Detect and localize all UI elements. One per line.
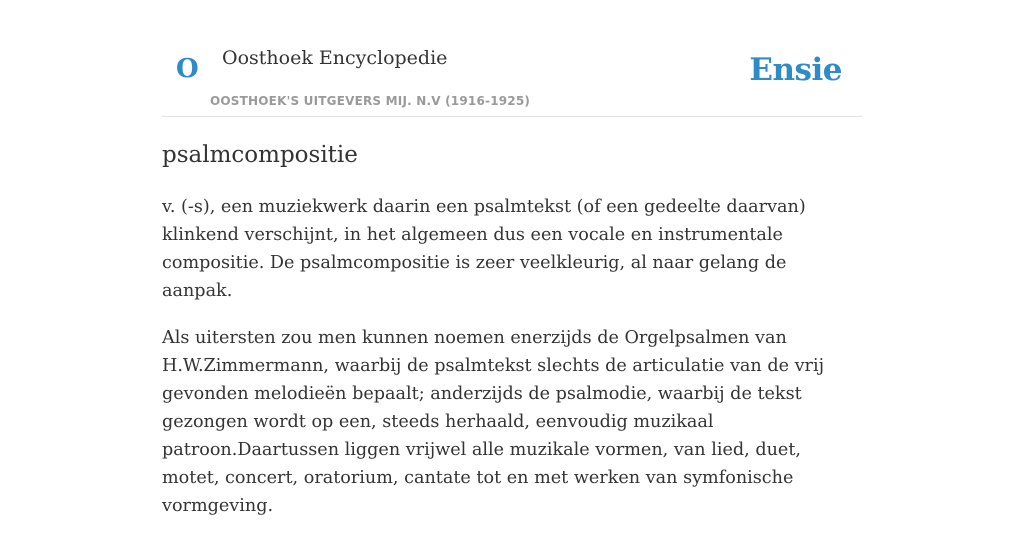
source-publisher: OOSTHOEK'S UITGEVERS MIJ. N.V (1916-1925) bbox=[210, 94, 531, 108]
article-body bbox=[162, 193, 862, 539]
source-header bbox=[162, 0, 862, 117]
source-title-link[interactable]: Oosthoek Encyclopedie bbox=[222, 47, 448, 69]
page-title: psalmcompositie bbox=[162, 142, 358, 168]
article-page bbox=[162, 0, 862, 516]
source-logo[interactable]: O bbox=[176, 54, 199, 84]
article-paragraph: v. (-s), een muziekwerk daarin een psalmtekst (of een gedeelte daarvan) klinkend verschijnt, in het algemeen dus een vocale en instrumentale compositie. De psalmcompositie is zeer veelkleurig, al naar gelang de aanpak. bbox=[162, 197, 806, 301]
ensie-logo[interactable]: Ensie bbox=[749, 52, 842, 88]
article-paragraph: Als uitersten zou men kunnen noemen enerzijds de Orgelpsalmen van H.W.Zimmermann, waarbij de psalmtekst slechts de articulatie van de vrij gevonden melodieën bepaalt; anderzijds de psalmodie, waarbij de tekst gezongen wordt op een, steeds herhaald, eenvoudig muzikaal patroon.Daartussen liggen vrijwel alle muzikale vormen, van lied, duet, motet, concert, oratorium, cantate tot en met werken van symfonische vormgeving. bbox=[162, 328, 825, 516]
